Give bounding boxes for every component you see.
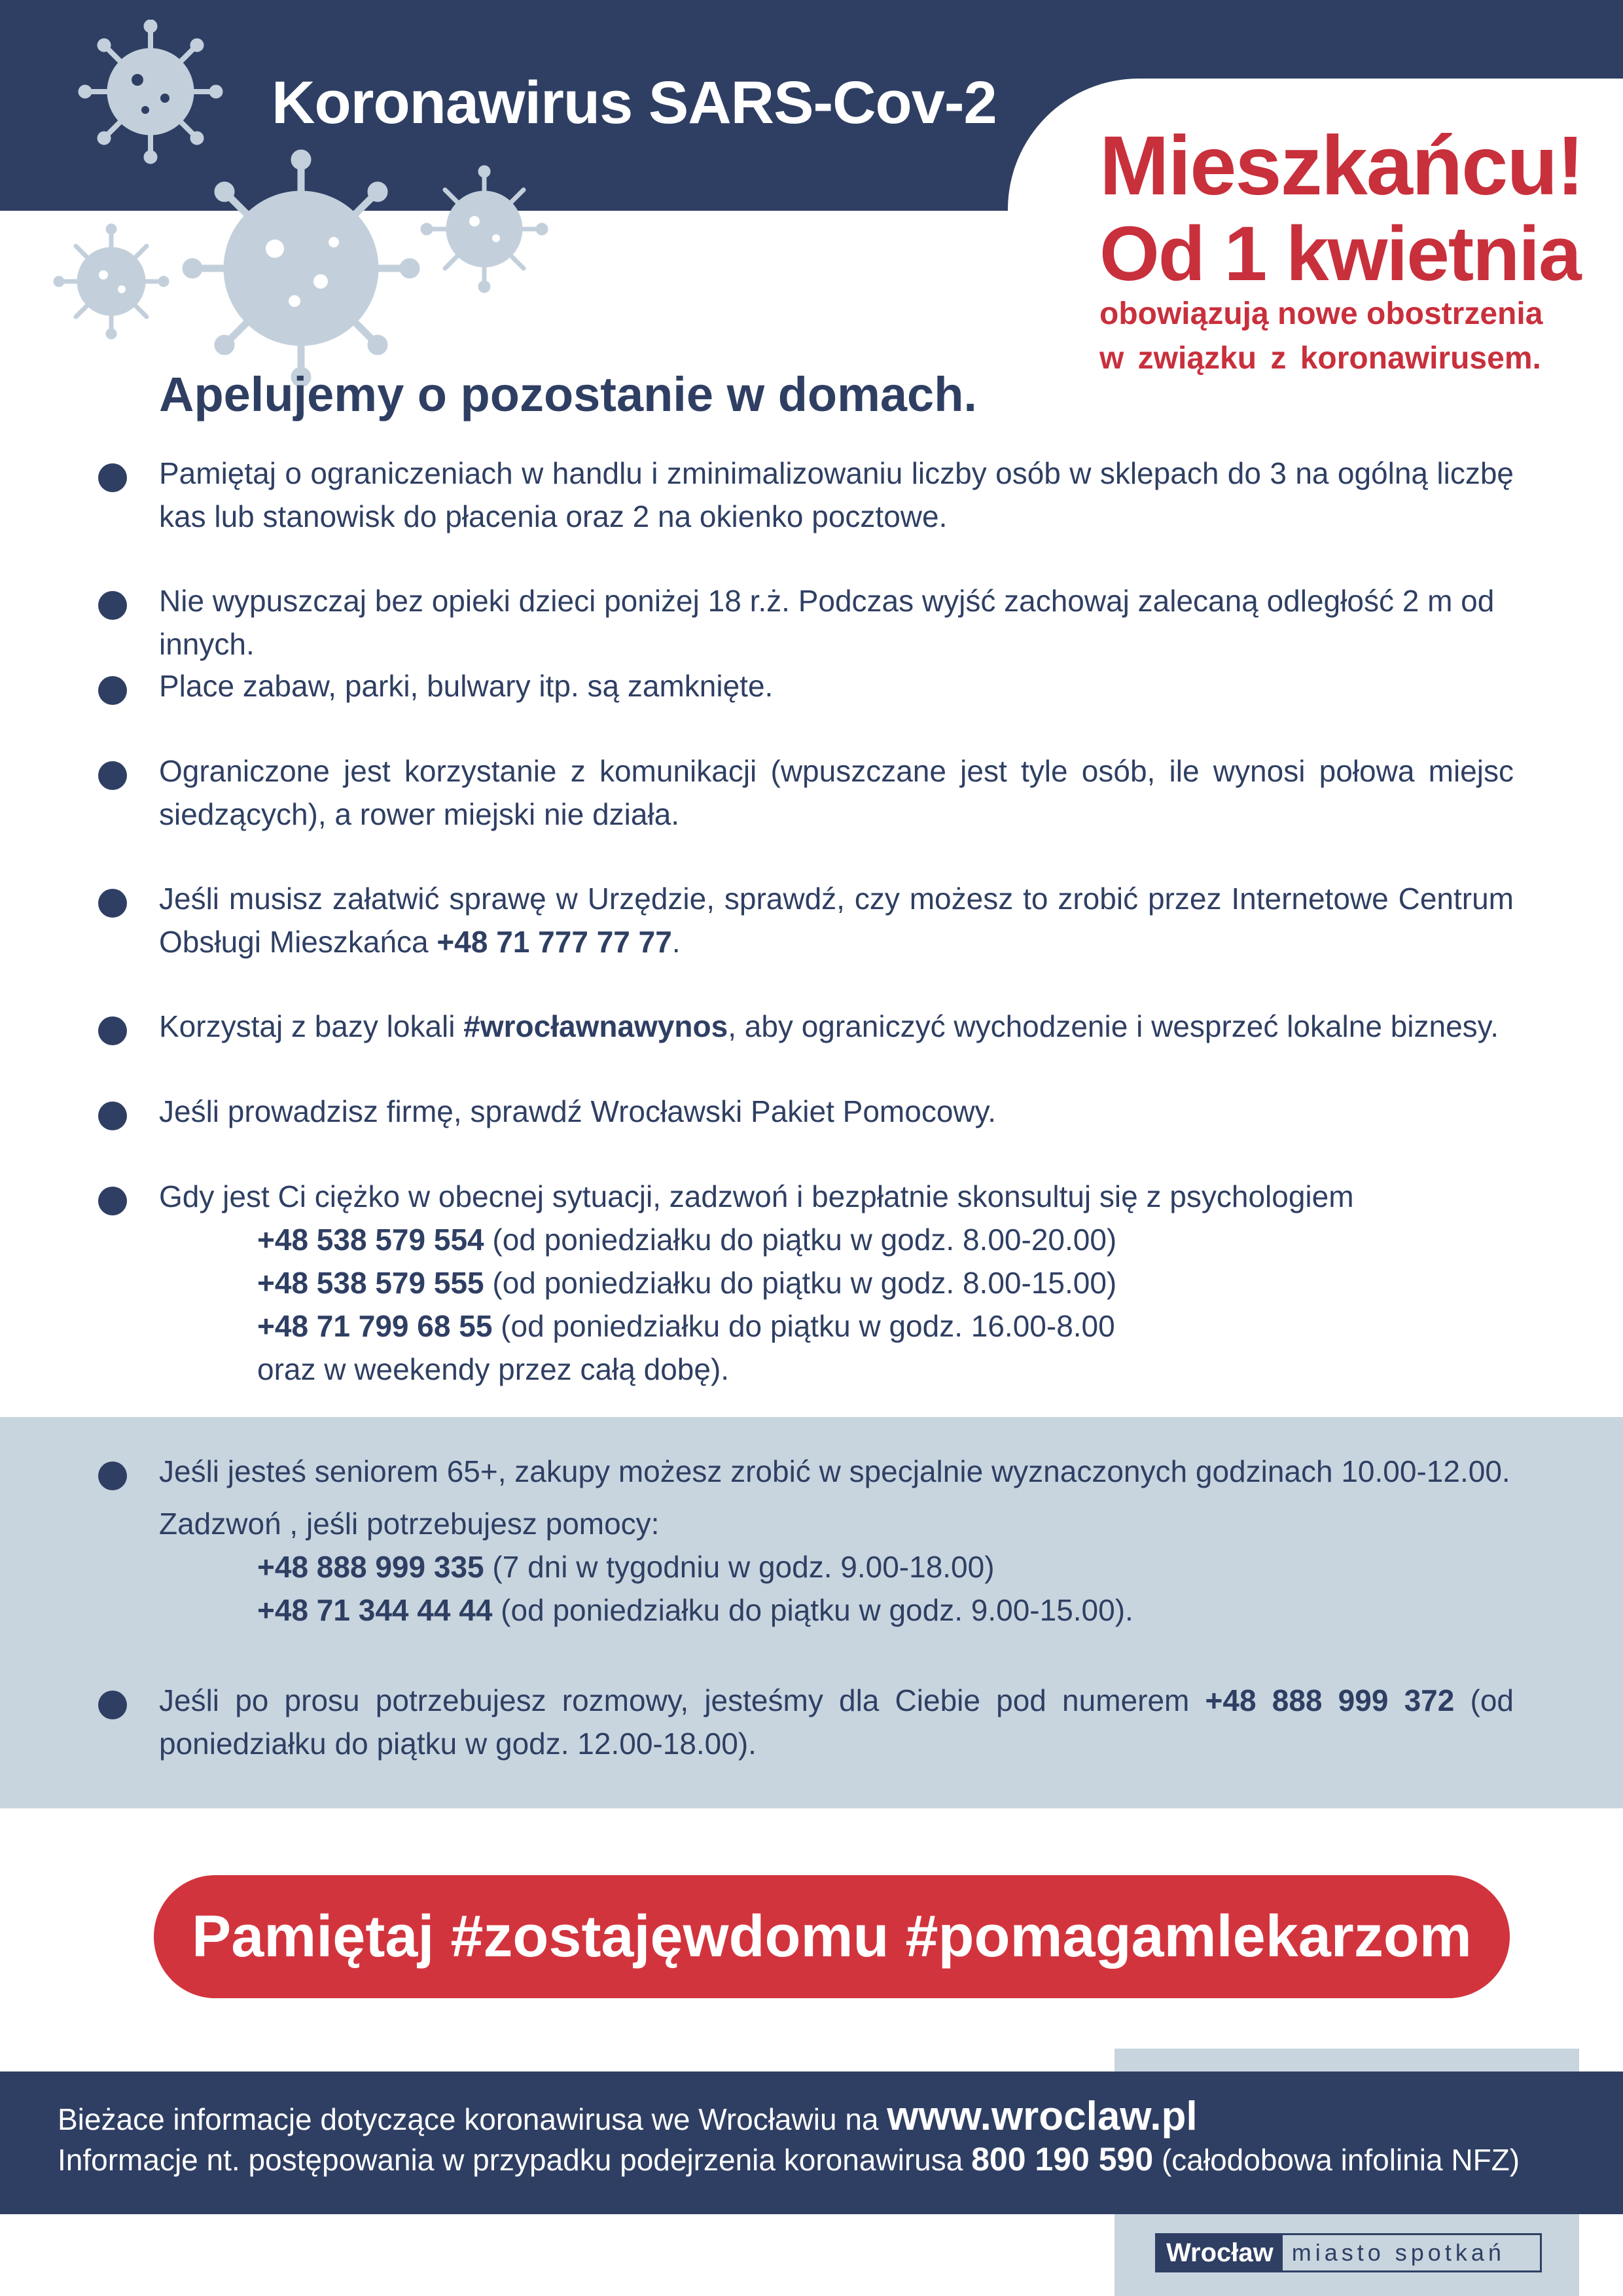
- bullet-text: [159, 1005, 1514, 1048]
- bullet-text: [159, 877, 1514, 963]
- phone-number: +48 538 579 554: [257, 1223, 484, 1257]
- bullet-text: Place zabaw, parki, bulwary itp. są zamknięte.: [159, 669, 774, 703]
- phone-number: +48 538 579 555: [257, 1266, 484, 1300]
- bullet-text-part: Gdy jest Ci ciężko w obecnej sytuacji, zadzwoń i bezpłatnie skonsultuj się z psychologiem: [159, 1179, 1354, 1213]
- phone-hours: (od poniedziałku do piątku w godz. 12.00-18.00).: [159, 1683, 1514, 1761]
- hotline-number: 800 190 590: [971, 2141, 1154, 2178]
- phone-hours-cont: oraz w weekendy przez całą dobę).: [257, 1352, 730, 1386]
- bullet-text: [159, 1175, 1514, 1391]
- phone-number: +48 888 999 372: [1205, 1683, 1455, 1717]
- bullet-text: Jeśli prowadzisz firmę, sprawdź Wrocławski Pakiet Pomocowy.: [159, 1094, 996, 1128]
- phone-hours: (7 dni w tygodniu w godz. 9.00-18.00): [484, 1550, 995, 1584]
- phone-line: [159, 1304, 1514, 1348]
- footer-text: Informacje nt. postępowania w przypadku podejrzenia koronawirusa: [58, 2143, 963, 2177]
- bullet-text: Pamiętaj o ograniczeniach w handlu i zminimalizowaniu liczby osób w sklepach do 3 na ogólną liczbę kas lub stanowisk do płacenia oraz 2 na okienko pocztowe.: [159, 456, 1514, 533]
- footer-text: Bieżace informacje dotyczące koronawirusa we Wrocławiu na: [58, 2102, 879, 2136]
- website-link[interactable]: www.wroclaw.pl: [887, 2094, 1198, 2139]
- bullet-icon: [98, 676, 127, 705]
- footer-info-line: [58, 2093, 1198, 2140]
- phone-line: [159, 1588, 1514, 1632]
- bullet-icon: [98, 1187, 127, 1215]
- bullet-icon: [98, 1462, 127, 1490]
- bullet-text-part: , aby ograniczyć wychodzenie i wesprzeć lokalne biznesy.: [728, 1009, 1499, 1043]
- bullet-icon: [98, 1102, 127, 1130]
- hashtag: #wrocławnawynos: [463, 1009, 728, 1043]
- phone-hours: (od poniedziałku do piątku w godz. 9.00-15.00).: [492, 1593, 1133, 1627]
- city-logo: [1155, 2233, 1542, 2272]
- footer-text: (całodobowa infolinia NFZ): [1161, 2143, 1520, 2177]
- headline-sub-1: obowiązują nowe obostrzenia: [1099, 296, 1543, 331]
- cta-banner: [154, 1875, 1510, 1998]
- bullet-text: [159, 1450, 1514, 1632]
- appeal-heading: Apelujemy o pozostanie w domach.: [159, 367, 977, 422]
- bullet-icon: [98, 1016, 127, 1045]
- phone-number: +48 71 799 68 55: [257, 1309, 493, 1343]
- bullet-text-part: Jeśli po prosu potrzebujesz rozmowy, jesteśmy dla Ciebie pod numerem: [159, 1683, 1190, 1717]
- headline-date: Od 1 kwietnia: [1099, 211, 1580, 297]
- phone-hours: (od poniedziałku do piątku w godz. 16.00-8.00: [492, 1309, 1115, 1343]
- phone-hours: (od poniedziałku do piątku w godz. 8.00-20.00): [484, 1223, 1117, 1257]
- headline-sub-2: w związku z koronawirusem.: [1099, 341, 1541, 376]
- phone-line: [159, 1261, 1514, 1304]
- virus-icon: [183, 150, 419, 386]
- bullet-icon: [98, 761, 127, 790]
- bullet-text-part: Korzystaj z bazy lokali: [159, 1009, 455, 1043]
- bullet-text-part: Jeśli musisz załatwić sprawę w Urzędzie, sprawdź, czy możesz to zrobić przez Internetowe Centrum Obsługi Mieszkańca: [159, 882, 1514, 959]
- headline-greeting: Mieszkańcu!: [1099, 119, 1584, 213]
- virus-icon: [54, 224, 169, 339]
- virus-icon: [79, 20, 223, 164]
- bullet-icon: [98, 463, 127, 492]
- phone-number: +48 888 999 335: [257, 1550, 484, 1584]
- bullet-text: Ograniczone jest korzystanie z komunikacji (wpuszczane jest tyle osób, ile wynosi połowa miejsc siedzących), a rower miejski nie działa.: [159, 754, 1514, 831]
- bullet-icon: [98, 889, 127, 918]
- cta-text: Pamiętaj #zostajęwdomu #pomagamlekarzom: [192, 1903, 1472, 1969]
- virus-icon: [421, 166, 548, 293]
- footer-info-line: [58, 2140, 1520, 2178]
- phone-line: [159, 1218, 1514, 1261]
- header-title: Koronawirus SARS-Cov-2: [272, 69, 997, 136]
- bullet-text: [159, 1679, 1514, 1765]
- phone-number: +48 71 344 44 44: [257, 1593, 493, 1627]
- bullet-text: Nie wypuszczaj bez opieki dzieci poniżej 18 r.ż. Podczas wyjść zachowaj zalecaną odległość 2 m od innych.: [159, 584, 1495, 661]
- logo-city-name: Wrocław: [1157, 2235, 1283, 2270]
- bullet-icon: [98, 591, 127, 620]
- punctuation: .: [671, 925, 681, 959]
- bullet-text-part: Jeśli jesteś seniorem 65+, zakupy możesz zrobić w specjalnie wyznaczonych godzinach 10.00-12.00.: [159, 1454, 1510, 1488]
- bullet-text-part: Zadzwoń , jeśli potrzebujesz pomocy:: [159, 1507, 660, 1541]
- phone-line: [159, 1545, 1514, 1588]
- phone-number: +48 71 777 77 77: [437, 925, 672, 959]
- logo-slogan: miasto spotkań: [1291, 2239, 1505, 2266]
- bullet-icon: [98, 1691, 127, 1719]
- phone-hours: (od poniedziałku do piątku w godz. 8.00-15.00): [484, 1266, 1117, 1300]
